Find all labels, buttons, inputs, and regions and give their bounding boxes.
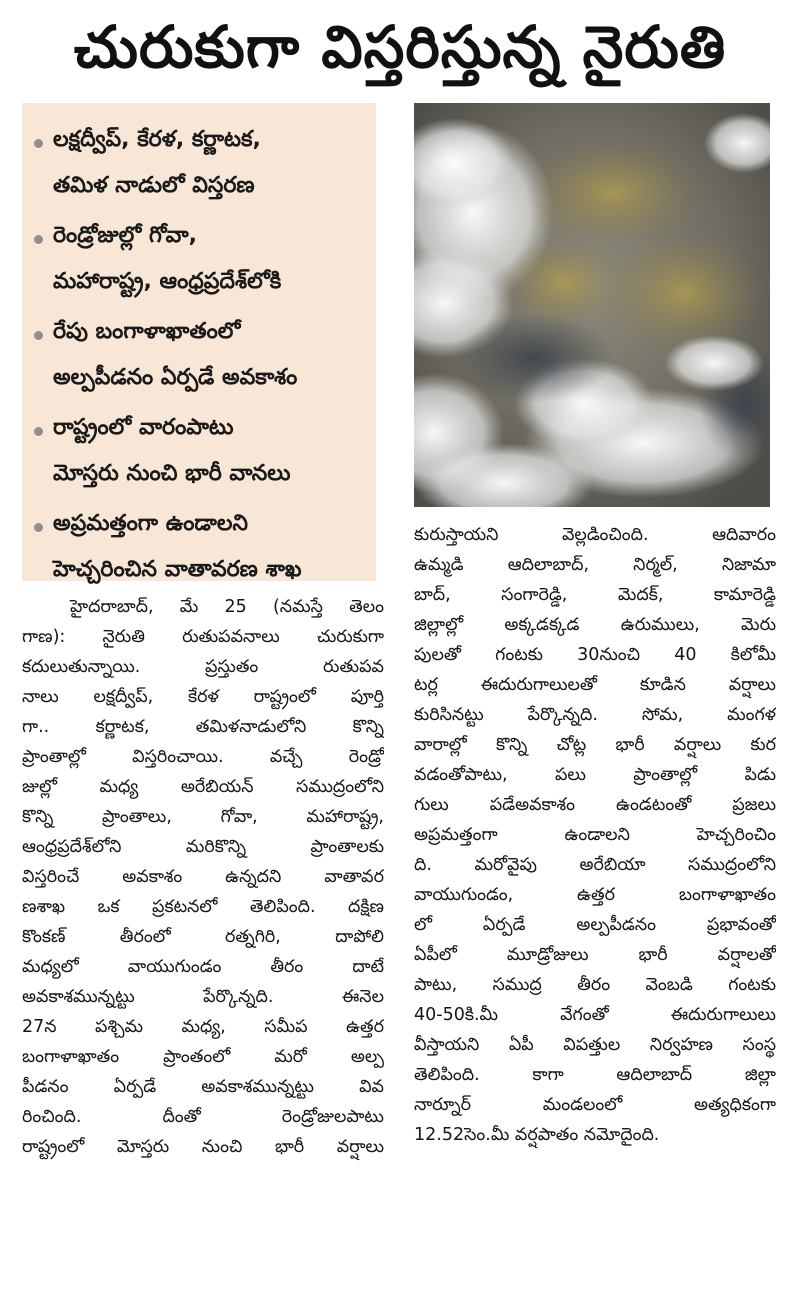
article-line: లో ఏర్పడే అల్పపీడనం ప్రభావంతో <box>414 915 776 935</box>
article-column-left <box>22 592 384 1162</box>
highlight-line: అల్పపీడనం ఏర్పడే అవకాశం <box>53 365 298 390</box>
article-line: టర్ల ఈదురుగాలులతో కూడిన వర్షాలు <box>414 675 776 695</box>
highlight-line: లక్షద్వీప్, కేరళ, కర్ణాటక, <box>53 127 261 152</box>
article-line: నార్నూర్ మండలంలో అత్యధికంగా <box>414 1095 776 1115</box>
bullet-icon <box>34 427 43 436</box>
article-line: కొన్ని ప్రాంతాలు, గోవా, మహారాష్ట్ర, <box>22 807 384 827</box>
highlights-box <box>22 103 376 581</box>
article-line: అప్రమత్తంగా ఉండాలని హెచ్చరించిం <box>414 825 776 845</box>
article-line: వాయుగుండం, ఉత్తర బంగాళాఖాతం <box>414 885 776 905</box>
highlight-item <box>32 213 368 305</box>
headline: చురుకుగా విస్తరిస్తున్న నైరుతి <box>73 13 727 81</box>
article-line: హైదరాబాద్, మే 25 (నమస్తే తెలం <box>70 597 384 617</box>
article-line: మధ్యలో వాయుగుండం తీరం దాటే <box>22 957 384 977</box>
article-line: 12.52సెం.మీ వర్షపాతం నమోదైంది. <box>414 1125 660 1145</box>
article-line: కురుస్తాయని వెల్లడించింది. ఆదివారం <box>414 525 776 545</box>
highlight-line: రేపు బంగాళాఖాతంలో <box>53 319 241 344</box>
highlight-item <box>32 309 368 401</box>
article-line: వడంతోపాటు, పలు ప్రాంతాల్లో పిడు <box>414 765 776 785</box>
bullet-icon <box>34 331 43 340</box>
article-line: గా.. కర్ణాటక, తమిళనాడులోని కొన్ని <box>22 717 384 737</box>
article-line: ప్రాంతాల్లో విస్తరించాయి. వచ్చే రెండ్రో <box>22 747 384 767</box>
highlight-item <box>32 405 368 497</box>
article-line: గాణ): నైరుతి రుతుపవనాలు చురుకుగా <box>22 627 384 647</box>
article-line: పులతో గంటకు 30నుంచి 40 కిలోమీ <box>414 645 776 665</box>
article-line: ఆంధ్రప్రదేశ్‌లోని మరికొన్ని ప్రాంతాలకు <box>22 837 384 857</box>
article-line: బంగాళాఖాతం ప్రాంతంలో మరో అల్ప <box>22 1047 384 1067</box>
article-line: ణశాఖ ఒక ప్రకటనలో తెలిపింది. దక్షిణ <box>22 897 384 917</box>
article-line: ది. మరోవైపు అరేబియా సముద్రంలోని <box>414 855 776 875</box>
article-line: 40-50కి.మీ వేగంతో ఈదురుగాలులు <box>414 1005 776 1025</box>
article-line: 27న పశ్చిమ మధ్య, సమీప ఉత్తర <box>22 1017 384 1037</box>
highlight-item <box>32 117 368 209</box>
article-line: విస్తరించే అవకాశం ఉన్నదని వాతావర <box>22 867 384 887</box>
article-line: జిల్లాల్లో అక్కడక్కడ ఉరుములు, మెరు <box>414 615 776 635</box>
bullet-icon <box>34 139 43 148</box>
bullet-icon <box>34 523 43 532</box>
article-column-right <box>414 520 776 1150</box>
article-line: రించింది. దీంతో రెండ్రోజులపాటు <box>22 1107 384 1127</box>
highlight-line: రాష్ట్రంలో వారంపాటు <box>53 415 234 440</box>
highlight-line: అప్రమత్తంగా ఉండాలని <box>53 511 248 536</box>
highlight-line: రెండ్రోజుల్లో గోవా, <box>53 223 198 248</box>
bullet-icon <box>34 235 43 244</box>
article-line: బాద్, సంగారెడ్డి, మెదక్, కామారెడ్డి <box>414 585 776 605</box>
highlight-line: మహారాష్ట్ర, ఆంధ్రప్రదేశ్‌లోకి <box>53 269 282 294</box>
article-line: వారాల్లో కొన్ని చోట్ల భారీ వర్షాలు కుర <box>414 735 776 755</box>
highlight-line: మోస్తరు నుంచి భారీ వానలు <box>53 461 291 486</box>
article-line: గులు పడేఅవకాశం ఉండటంతో ప్రజలు <box>414 795 776 815</box>
article-line: కొంకణ్ తీరంలో రత్నగిరి, దాపోలి <box>22 927 384 947</box>
article-line: అవకాశమున్నట్టు పేర్కొన్నది. ఈనెల <box>22 987 384 1007</box>
article-line: నాలు లక్షద్వీప్, కేరళ రాష్ట్రంలో పూర్తి <box>22 687 384 707</box>
article-line: తెలిపింది. కాగా ఆదిలాబాద్ జిల్లా <box>414 1065 776 1085</box>
article-line: ఏపీలో మూడ్రోజులు భారీ వర్షాలతో <box>414 945 776 965</box>
satellite-weather-image <box>414 103 770 507</box>
highlight-item <box>32 501 368 593</box>
highlight-line: తమిళ నాడులో విస్తరణ <box>53 173 255 198</box>
article-line: పాటు, సముద్ర తీరం వెంబడి గంటకు <box>414 975 776 995</box>
article-line: కదులుతున్నాయి. ప్రస్తుతం రుతుపవ <box>22 657 384 677</box>
article-line: రాష్ట్రంలో మోస్తరు నుంచి భారీ వర్షాలు <box>22 1137 384 1157</box>
article-line: వీస్తాయని ఏపీ విపత్తుల నిర్వహణ సంస్థ <box>414 1035 776 1055</box>
article-line: జుల్లో మధ్య అరేబియన్ సముద్రంలోని <box>22 777 384 797</box>
highlight-line: హెచ్చరించిన వాతావరణ శాఖ <box>53 557 302 582</box>
article-line: కురిసినట్టు పేర్కొన్నది. సోమ, మంగళ <box>414 705 776 725</box>
article-line: ఉమ్మడి ఆదిలాబాద్, నిర్మల్, నిజామా <box>414 555 776 575</box>
article-line: పీడనం ఏర్పడే అవకాశమున్నట్టు వివ <box>22 1077 384 1097</box>
